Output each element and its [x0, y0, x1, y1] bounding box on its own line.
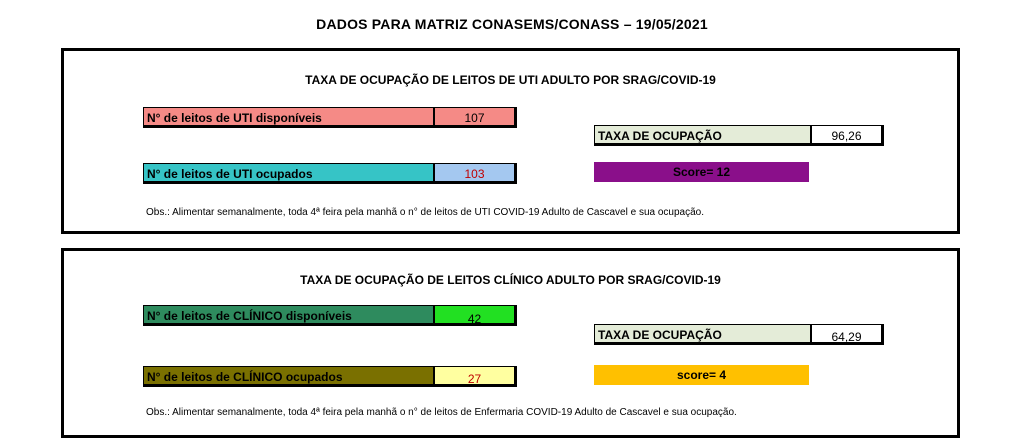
uti-occupied-value: 103	[434, 163, 517, 184]
uti-occupied-label: N° de leitos de UTI ocupados	[143, 163, 436, 184]
uti-panel-title: TAXA DE OCUPAÇÃO DE LEITOS DE UTI ADULTO POR SRAG/COVID-19	[305, 73, 716, 87]
uti-available-value: 107	[434, 107, 517, 128]
clinico-panel-title: TAXA DE OCUPAÇÃO DE LEITOS CLÍNICO ADULTO POR SRAG/COVID-19	[300, 273, 721, 287]
clinico-score-badge: score= 4	[594, 365, 809, 385]
clinico-available-label: N° de leitos de CLÍNICO disponíveis	[143, 305, 436, 326]
clinico-occupied-label: N° de leitos de CLÍNICO ocupados	[143, 366, 436, 387]
uti-obs-note: Obs.: Alimentar semanalmente, toda 4ª feira pela manhã o n° de leitos de UTI COVID-19 Adulto de Cascavel e sua ocupação.	[146, 207, 705, 218]
page-title: DADOS PARA MATRIZ CONASEMS/CONASS – 19/05/2021	[316, 16, 708, 32]
uti-rate-value: 96,26	[811, 125, 884, 146]
uti-available-label: N° de leitos de UTI disponíveis	[143, 107, 436, 128]
clinico-panel	[61, 248, 960, 438]
clinico-obs-note: Obs.: Alimentar semanalmente, toda 4ª feira pela manhã o n° de leitos de Enfermaria COVID-19 Adulto de Cascavel e sua ocupação.	[146, 407, 737, 418]
clinico-occupied-value: 27	[434, 366, 517, 387]
clinico-rate-label: TAXA DE OCUPAÇÃO	[594, 324, 813, 345]
uti-panel	[61, 48, 960, 234]
uti-score-badge: Score= 12	[594, 162, 809, 182]
clinico-rate-value: 64,29	[811, 324, 884, 345]
uti-rate-label: TAXA DE OCUPAÇÃO	[594, 125, 813, 146]
clinico-available-value: 42	[434, 305, 517, 326]
